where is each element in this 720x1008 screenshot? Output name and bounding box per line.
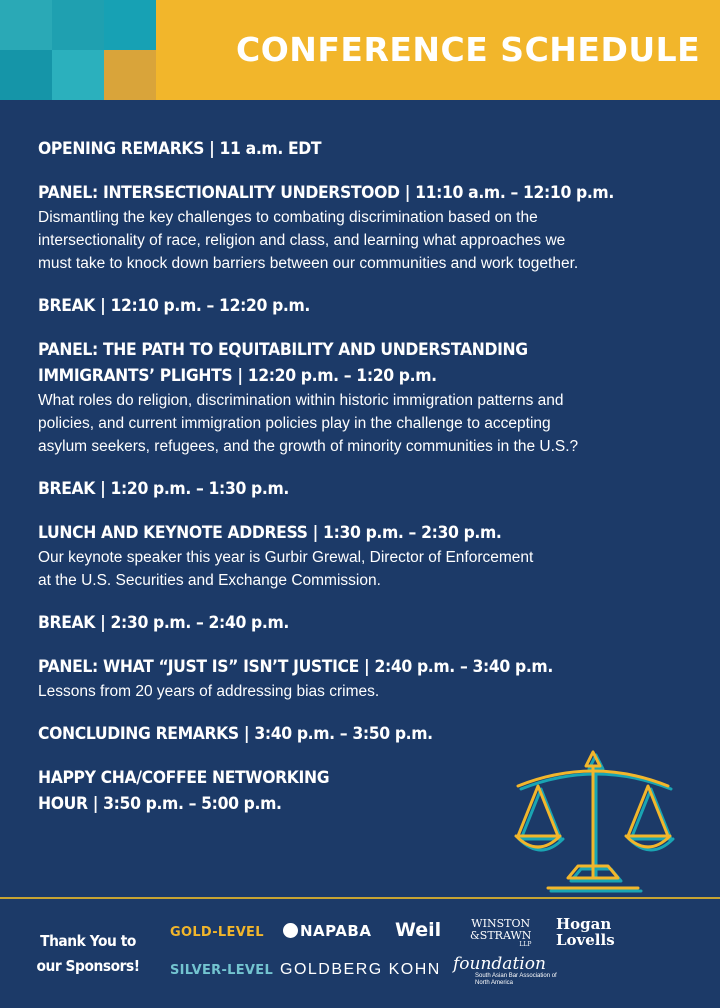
item-heading: PANEL: WHAT “JUST IS” ISN’T JUSTICE | 2:40 p.m. – 3:40 p.m. bbox=[38, 657, 553, 677]
item-heading: BREAK | 12:10 p.m. – 12:20 p.m. bbox=[38, 296, 310, 316]
item-description: Lessons from 20 years of addressing bias crimes. bbox=[38, 683, 380, 700]
header-color-tiles bbox=[0, 0, 156, 100]
item-heading: BREAK | 1:20 p.m. – 1:30 p.m. bbox=[38, 479, 289, 499]
schedule-item-panel-intersectionality bbox=[38, 180, 688, 275]
item-description: intersectionality of race, religion and class, and learning what approaches we bbox=[38, 232, 566, 249]
schedule-item-opening bbox=[38, 136, 688, 162]
saba-foundation-logo bbox=[453, 954, 557, 986]
header bbox=[0, 0, 720, 100]
schedule-item-break-3 bbox=[38, 610, 688, 636]
item-heading: CONCLUDING REMARKS | 3:40 p.m. – 3:50 p.m. bbox=[38, 724, 433, 744]
schedule-item-break-1 bbox=[38, 293, 688, 319]
napaba-icon bbox=[283, 923, 298, 938]
goldberg-kohn-logo: GOLDBERG KOHN bbox=[280, 961, 441, 978]
item-description: What roles do religion, discrimination within historic immigration patterns and bbox=[38, 392, 564, 409]
napaba-logo bbox=[283, 922, 371, 940]
winston-strawn-logo bbox=[470, 918, 531, 948]
foundation-text: foundation bbox=[453, 954, 546, 974]
item-description: asylum seekers, refugees, and the growth of minority communities in the U.S.? bbox=[38, 438, 579, 455]
item-heading: LUNCH AND KEYNOTE ADDRESS | 1:30 p.m. – 2:30 p.m. bbox=[38, 523, 502, 543]
item-description: must take to knock down barriers between our communities and work together. bbox=[38, 255, 579, 272]
item-heading-continued: IMMIGRANTS’ PLIGHTS | 12:20 p.m. – 1:20 p.m. bbox=[38, 366, 437, 386]
schedule-item-break-2 bbox=[38, 476, 688, 502]
napaba-text: NAPABA bbox=[300, 922, 372, 940]
winston-llp: LLP bbox=[519, 941, 532, 948]
foundation-subtext: South Asian Bar Association of North America bbox=[475, 973, 557, 986]
schedule-item-lunch-keynote bbox=[38, 520, 688, 592]
schedule-item-panel-equitability bbox=[38, 337, 688, 458]
item-heading: PANEL: THE PATH TO EQUITABILITY AND UNDERSTANDING bbox=[38, 340, 528, 360]
item-heading: PANEL: INTERSECTIONALITY UNDERSTOOD | 11:10 a.m. – 12:10 p.m. bbox=[38, 183, 614, 203]
hogan-line-1: Hogan bbox=[556, 915, 612, 933]
hogan-lovells-logo bbox=[556, 916, 615, 948]
item-description: at the U.S. Securities and Exchange Commission. bbox=[38, 572, 381, 589]
gold-level-label: GOLD-LEVEL bbox=[170, 925, 264, 940]
schedule-item-panel-justice bbox=[38, 654, 688, 703]
scales-of-justice-icon bbox=[508, 746, 688, 898]
winston-line-1: WINSTON bbox=[471, 917, 531, 930]
thanks-line-1: Thank You to bbox=[40, 932, 136, 950]
item-heading: OPENING REMARKS | 11 a.m. EDT bbox=[38, 139, 322, 159]
page-title: CONFERENCE SCHEDULE bbox=[236, 30, 701, 69]
schedule bbox=[38, 136, 688, 835]
thanks-line-2: our Sponsors! bbox=[36, 957, 140, 975]
item-description: Our keynote speaker this year is Gurbir Grewal, Director of Enforcement bbox=[38, 549, 534, 566]
thanks-text bbox=[33, 929, 143, 979]
item-description: policies, and current immigration policies play in the challenge to accepting bbox=[38, 415, 551, 432]
silver-level-label: SILVER-LEVEL bbox=[170, 963, 274, 978]
schedule-item-concluding bbox=[38, 721, 688, 747]
winston-line-2: &STRAWN bbox=[470, 929, 532, 942]
sponsors-footer bbox=[0, 899, 720, 1008]
item-heading: HAPPY CHA/COFFEE NETWORKING bbox=[38, 768, 330, 788]
item-heading-continued: HOUR | 3:50 p.m. – 5:00 p.m. bbox=[38, 794, 282, 814]
hogan-line-2: Lovells bbox=[556, 931, 615, 949]
weil-logo: Weil bbox=[395, 919, 442, 941]
item-description: Dismantling the key challenges to combating discrimination based on the bbox=[38, 209, 538, 226]
item-heading: BREAK | 2:30 p.m. – 2:40 p.m. bbox=[38, 613, 289, 633]
